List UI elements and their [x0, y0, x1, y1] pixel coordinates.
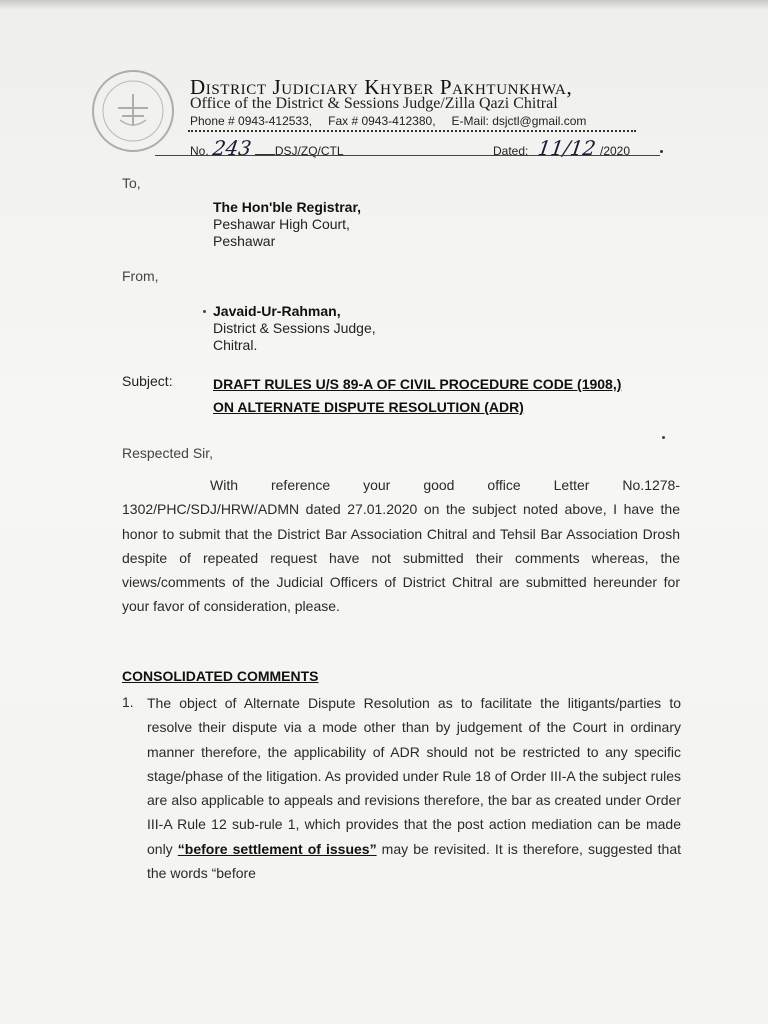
to-label: To,: [122, 175, 141, 191]
sender-name: Javaid-Ur-Rahman,: [213, 303, 341, 319]
sender-line-2: Chitral.: [213, 337, 258, 353]
comment-item-number: 1.: [122, 694, 134, 710]
scan-speck: [203, 310, 206, 313]
subject-text: [213, 373, 663, 419]
body-paragraph: [122, 473, 680, 619]
phone-number: Phone # 0943-412533,: [190, 114, 313, 128]
comment-item-1: [147, 691, 681, 885]
recipient-line-2: Peshawar: [213, 233, 276, 249]
reference-number: [190, 136, 344, 160]
letter-date: [493, 136, 630, 160]
recipient-address: [213, 199, 361, 250]
subject-line-1: DRAFT RULES U/S 89-A OF CIVIL PROCEDURE CODE (1908,): [213, 376, 622, 392]
dotted-divider: [188, 130, 636, 132]
comment-item-emphasis: “before settlement of issues”: [177, 840, 377, 857]
email-address: E-Mail: dsjctl@gmail.com: [451, 114, 587, 128]
dated-label: Dated:: [493, 144, 529, 158]
letterhead-contact: [190, 114, 586, 128]
reference-no-handwritten: 243: [211, 136, 253, 160]
reference-no-suffix: DSJ/ZQ/CTL: [274, 144, 344, 158]
scan-speck: [662, 436, 665, 439]
body-text: With reference your good office Letter No.1278-1302/PHC/SDJ/HRW/ADMN dated 27.01.2020 on the subject noted above, I have the honor to submit that the District Bar Association Chitral and Tehsil Bar Association Drosh despite of repeated request have not submitted their comments whereas, the views/comments of the Judicial Officers of District Chitral are submitted hereunder for your favor of consideration, please.: [122, 477, 680, 615]
salutation: Respected Sir,: [122, 445, 214, 461]
court-seal-emblem: [90, 68, 176, 154]
subject-label: Subject:: [122, 373, 173, 389]
letterhead-title: District Judiciary Khyber Pakhtunkhwa,: [190, 75, 573, 99]
rule-end-dot: [660, 150, 663, 153]
comments-heading: CONSOLIDATED COMMENTS: [122, 668, 319, 684]
dated-year: /2020: [600, 144, 631, 158]
recipient-line-1: Peshawar High Court,: [213, 216, 350, 232]
dated-handwritten: 11/12: [536, 136, 598, 160]
comment-item-text: The object of Alternate Dispute Resolution as to facilitate the litigants/parties to resolve their dispute via a mode other than by judgement of the Court in ordinary manner therefore, the applicability of ADR should not be restricted to any specific stage/phase of the litigation. As provided under Rule 18 of Order III-A the subject rules are also applicable to appeals and revisions therefore, the bar as created under Order III-A Rule 12 sub-rule 1, which provides that the post action mediation can be made only: [147, 695, 681, 857]
reference-no-label: No.: [190, 144, 209, 158]
recipient-name: The Hon'ble Registrar,: [213, 199, 362, 215]
letterhead-office: Office of the District & Sessions Judge/Zilla Qazi Chitral: [190, 95, 558, 112]
scan-edge-shadow: [0, 0, 768, 10]
sender-line-1: District & Sessions Judge,: [213, 320, 376, 336]
letterhead-rule: [155, 155, 660, 156]
subject-line-2: ON ALTERNATE DISPUTE RESOLUTION (ADR): [213, 399, 524, 415]
fax-number: Fax # 0943-412380,: [328, 114, 436, 128]
from-label: From,: [122, 268, 159, 284]
comment-item-text-continued: may be revisited. It is therefore, suggested that the words “before: [147, 840, 681, 882]
sender-address: [213, 303, 376, 354]
